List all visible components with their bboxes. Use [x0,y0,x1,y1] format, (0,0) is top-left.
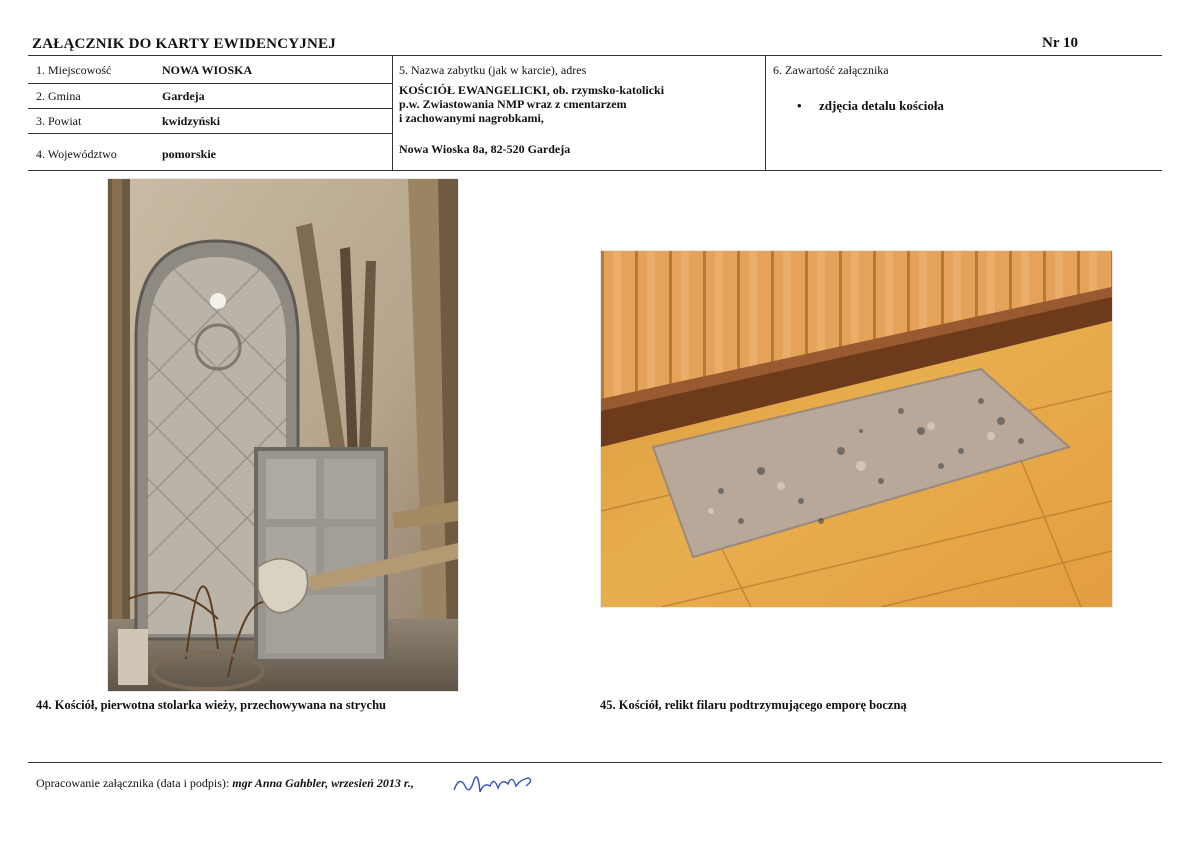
footer-label: Opracowanie załącznika (data i podpis): [36,776,230,790]
table-row-divider [28,108,392,109]
contents-label: 6. Zawartość załącznika [773,63,889,77]
table-bottom-border [28,170,1162,171]
footer [36,776,414,791]
signature-icon [450,768,540,798]
monument-address: Nowa Wioska 8a, 82-520 Gardeja [399,142,571,156]
document-number: Nr 10 [1042,35,1078,51]
table-column-divider [765,55,766,170]
photo-caption-45: 45. Kościół, relikt filaru podtrzymującego emporę boczną [600,698,907,712]
field-value-commune: Gardeja [162,89,205,103]
field-label-commune: 2. Gmina [36,89,81,103]
table-top-border [28,55,1162,56]
handwritten-signature [450,768,540,803]
document-title: ZAŁĄCZNIK DO KARTY EWIDENCYJNEJ [32,36,336,52]
photo-caption-44: 44. Kościół, pierwotna stolarka wieży, przechowywana na strychu [36,698,386,712]
attic-woodwork-photo [108,179,458,691]
bullet-icon: • [797,98,802,113]
monument-label: 5. Nazwa zabytku (jak w karcie), adres [399,63,587,77]
field-value-locality: NOWA WIOSKA [162,63,253,77]
table-column-divider [392,55,393,170]
footer-divider [28,762,1162,763]
monument-name-line-1: KOŚCIÓŁ EWANGELICKI, ob. rzymsko-katolicki [399,83,665,97]
pillar-relic-photo [601,251,1112,607]
table-row-divider [28,83,392,84]
photo-attic-woodwork [107,178,459,692]
field-value-voivodeship: pomorskie [162,147,216,161]
footer-author-date: mgr Anna Gahbler, wrzesień 2013 r., [232,776,414,790]
field-label-locality: 1. Miejscowość [36,63,112,77]
field-label-district: 3. Powiat [36,114,82,128]
contents-item [797,98,944,114]
table-row-divider [28,133,392,134]
field-label-voivodeship: 4. Województwo [36,147,117,161]
contents-item-text: zdjęcia detalu kościoła [819,98,944,113]
monument-name-line-3: i zachowanymi nagrobkami, [399,111,544,125]
photo-pillar-relic [600,250,1113,608]
field-value-district: kwidzyński [162,114,221,128]
monument-name-line-2: p.w. Zwiastowania NMP wraz z cmentarzem [399,97,627,111]
